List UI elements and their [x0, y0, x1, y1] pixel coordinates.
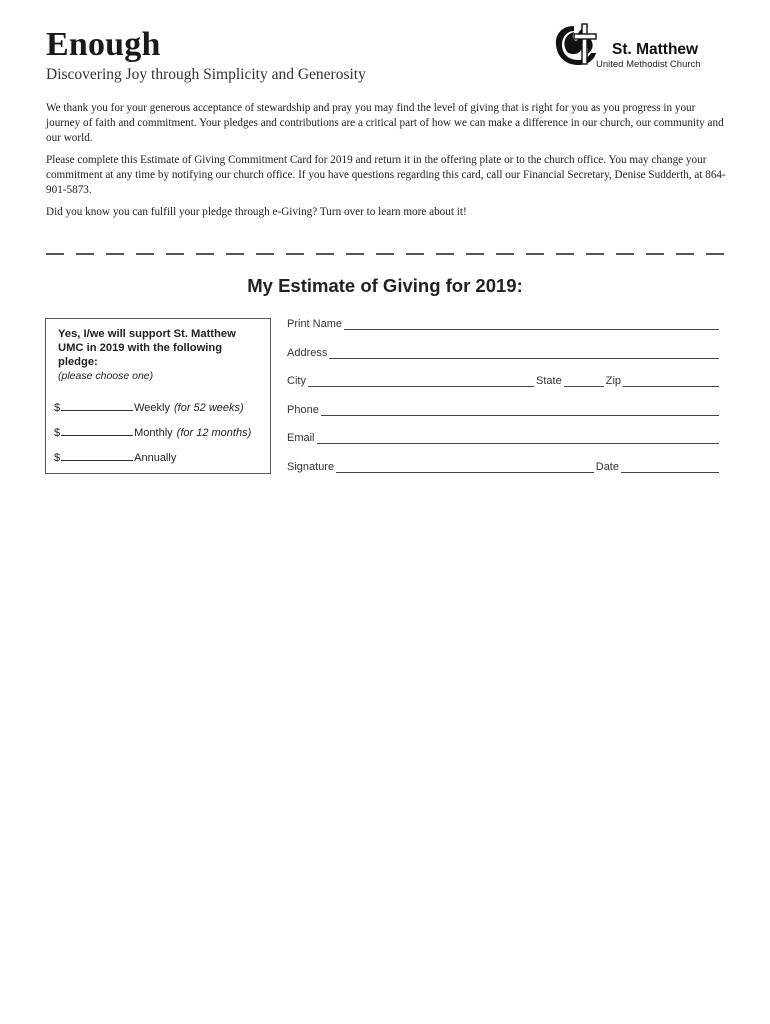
pledge-option-label: Annually: [134, 452, 177, 464]
currency-symbol: $: [54, 402, 61, 414]
signature-label: Signature: [287, 461, 335, 473]
address-label: Address: [287, 347, 328, 359]
city-state-zip-row: [287, 375, 721, 387]
zip-label: Zip: [605, 375, 621, 387]
document-subtitle: Discovering Joy through Simplicity and Generosity: [46, 66, 366, 83]
pledge-box: [45, 318, 271, 474]
signature-field[interactable]: [336, 462, 594, 473]
date-label: Date: [595, 461, 619, 473]
weekly-amount-field[interactable]: [61, 400, 133, 411]
signature-row: [287, 461, 721, 473]
email-row: [287, 432, 721, 444]
pledge-option-note: (for 52 weeks): [174, 402, 244, 414]
phone-label: Phone: [287, 404, 319, 416]
pledge-option-label: Weekly: [134, 402, 170, 414]
pledge-heading: Yes, I/we will support St. Matthew UMC in 2019 with the following pledge:: [58, 328, 236, 368]
city-label: City: [287, 375, 306, 387]
logo-church-subtitle: United Methodist Church: [596, 59, 701, 70]
email-field[interactable]: [317, 433, 719, 444]
state-field[interactable]: [564, 376, 604, 387]
tear-off-line: [46, 253, 726, 255]
pledge-option-annually: [54, 450, 176, 464]
email-label: Email: [287, 432, 315, 444]
pledge-option-weekly: [54, 400, 244, 414]
city-field[interactable]: [308, 376, 534, 387]
currency-symbol: $: [54, 452, 61, 464]
pledge-option-monthly: [54, 425, 251, 439]
date-field[interactable]: [621, 462, 719, 473]
church-logo: [552, 20, 732, 72]
pledge-option-label: Monthly: [134, 427, 173, 439]
monthly-amount-field[interactable]: [61, 425, 133, 436]
intro-paragraph: We thank you for your generous acceptance of stewardship and pray you may find the level of giving that is right for you as you progress in your journey of faith and commitment. Your pledges and contributions are a critical part of how we can make a difference in our church, our community and our world.: [46, 102, 724, 144]
address-field[interactable]: [329, 348, 719, 359]
form-heading: My Estimate of Giving for 2019:: [247, 275, 523, 296]
phone-row: [287, 404, 721, 416]
annual-amount-field[interactable]: [61, 450, 133, 461]
address-row: [287, 347, 721, 359]
print-name-row: [287, 318, 721, 330]
zip-field[interactable]: [623, 376, 719, 387]
pledge-option-note: (for 12 months): [176, 427, 252, 439]
currency-symbol: $: [54, 427, 61, 439]
phone-field[interactable]: [321, 405, 719, 416]
pledge-hint: (please choose one): [58, 370, 154, 382]
instructions-paragraph: Please complete this Estimate of Giving Commitment Card for 2019 and return it in the offering plate or to the church office. You may change your commitment at any time by notifying our church office. If you have questions regarding this card, call our Financial Secretary, Denise Sudderth, at 864-901-5873.: [46, 154, 726, 196]
document-title: Enough: [46, 26, 161, 63]
egiving-paragraph: Did you know you can fulfill your pledge through e-Giving? Turn over to learn more about it!: [46, 206, 467, 218]
print-name-field[interactable]: [344, 319, 719, 330]
logo-church-name: St. Matthew: [612, 41, 699, 58]
state-label: State: [536, 375, 562, 387]
print-name-label: Print Name: [287, 318, 343, 330]
